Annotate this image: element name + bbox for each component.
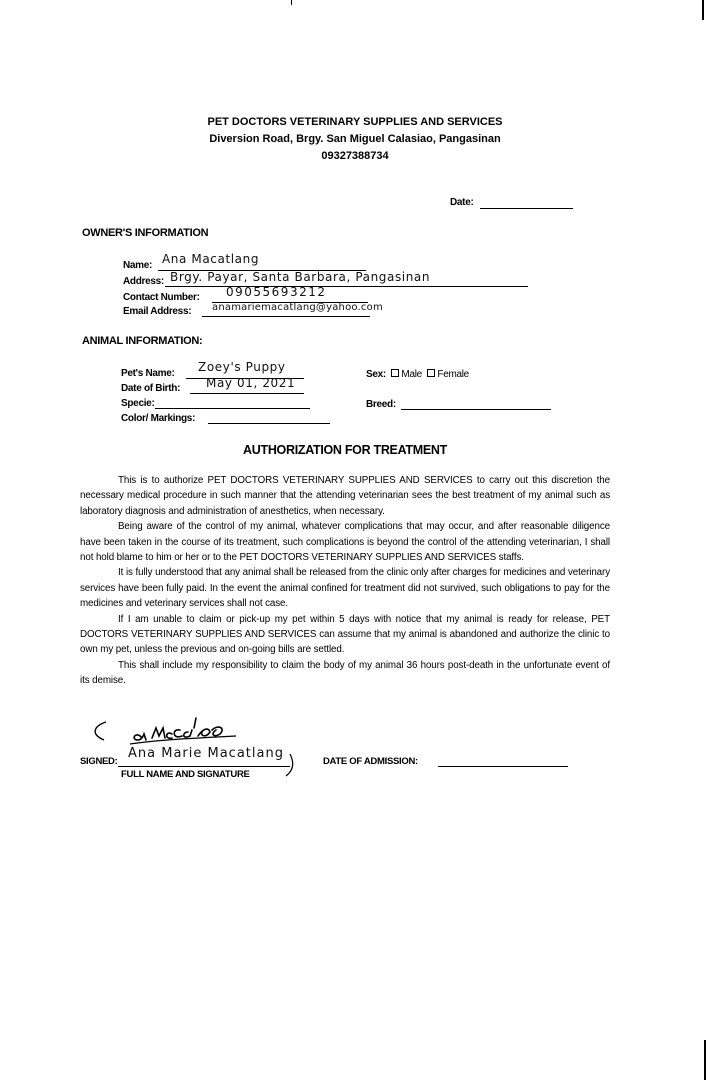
signature-caption: FULL NAME AND SIGNATURE — [121, 769, 250, 780]
owner-email-label: Email Address: — [123, 306, 192, 317]
specie-label: Specie: — [121, 398, 155, 409]
authorization-paragraph: This is to authorize PET DOCTORS VETERINARY SUPPLIES AND SERVICES to carry out this discretion the necessary medical procedure in such manner that the attending veterinarian sees the best treatment of my animal such as laboratory diagnosis and administration of anesthetics, when necessary. — [80, 475, 610, 517]
owner-contact-value[interactable]: 09055693212 — [226, 285, 327, 299]
sex-male-label: Male — [401, 369, 422, 380]
owner-address-label: Address: — [123, 276, 164, 287]
pet-name-value[interactable]: Zoey's Puppy — [198, 360, 286, 374]
business-phone: 09327388734 — [321, 150, 389, 162]
animal-section-title: ANIMAL INFORMATION: — [82, 335, 203, 347]
specie-field[interactable] — [155, 408, 310, 409]
authorization-paragraph: Being aware of the control of my animal, whatever complications that may occur, and after reasonable diligence have been taken in the course of its treatment, such complications is beyond the control of the attending veterinarian, I shall not hold blame to him or her or to the PET DOCTORS VETERINARY SUPPLIES AND SERVICES staffs. — [80, 521, 610, 564]
sex-female-label: Female — [437, 369, 469, 380]
sex-row — [366, 369, 469, 380]
owner-name-value[interactable]: Ana Macatlang — [162, 252, 260, 266]
signature-line — [118, 766, 290, 767]
owner-name-label: Name: — [123, 260, 153, 271]
date-of-admission-label: DATE OF ADMISSION: — [323, 756, 418, 767]
business-name: PET DOCTORS VETERINARY SUPPLIES AND SERVICES — [207, 116, 503, 128]
breed-label: Breed: — [366, 399, 396, 410]
owner-section-title: OWNER'S INFORMATION — [82, 227, 209, 239]
sex-label: Sex: — [366, 369, 386, 380]
owner-address-value[interactable]: Brgy. Payar, Santa Barbara, Pangasinan — [170, 270, 431, 284]
color-markings-label: Color/ Markings: — [121, 413, 196, 424]
signed-name-value[interactable]: Ana Marie Macatlang — [128, 746, 284, 761]
authorization-text — [80, 473, 610, 689]
sex-male-checkbox[interactable] — [391, 369, 399, 377]
scan-edge-right — [702, 0, 704, 20]
authorization-paragraph: It is fully understood that any animal shall be released from the clinic only after charges for medicines and veterinary services have been fully paid. In the event the animal confined for treatment did not survived, such obligations to pay for the medicines and veterinary services shall not case. — [80, 567, 610, 610]
owner-contact-label: Contact Number: — [123, 292, 200, 303]
dob-value[interactable]: May 01, 2021 — [206, 376, 296, 390]
dob-line — [190, 393, 304, 394]
signed-label: SIGNED: — [80, 756, 118, 767]
date-label: Date: — [450, 197, 474, 208]
scan-edge-right-lower — [704, 1040, 706, 1080]
business-address: Diversion Road, Brgy. San Miguel Calasiao, Pangasinan — [209, 133, 501, 145]
color-markings-field[interactable] — [208, 423, 330, 424]
breed-field[interactable] — [401, 409, 551, 410]
authorization-paragraph: This shall include my responsibility to claim the body of my animal 36 hours post-death in the unfortunate event of its demise. — [80, 659, 610, 687]
pet-name-label: Pet's Name: — [121, 368, 175, 379]
date-of-admission-field[interactable] — [438, 766, 568, 767]
scan-edge-top — [291, 0, 292, 5]
dob-label: Date of Birth: — [121, 383, 181, 394]
owner-email-line — [202, 316, 370, 317]
owner-email-value[interactable]: anamariemacatlang@yahoo.com — [212, 302, 383, 313]
date-field[interactable] — [480, 208, 573, 209]
authorization-paragraph: If I am unable to claim or pick-up my pet within 5 days with notice that my animal is ready for release, PET DOCTORS VETERINARY SUPPLIES AND SERVICES can assume that my animal is abandoned and authorize the clinic to own my pet, unless the previous and on-going bills are settled. — [80, 613, 610, 656]
signature-tail — [284, 752, 296, 780]
sex-female-checkbox[interactable] — [427, 369, 435, 377]
owner-address-line — [165, 286, 528, 287]
authorization-title: AUTHORIZATION FOR TREATMENT — [243, 443, 447, 457]
